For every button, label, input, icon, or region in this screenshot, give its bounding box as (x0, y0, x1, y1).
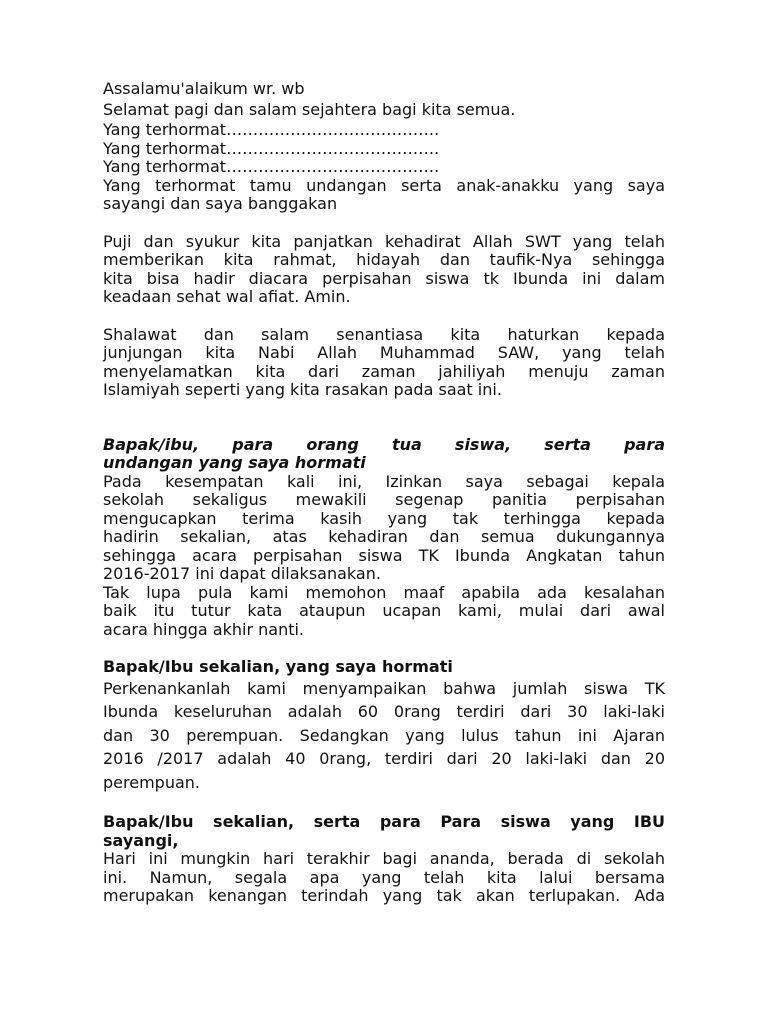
section2-line: dan 30 perempuan. Sedangkan yang lulus tahun ini Ajaran (103, 725, 665, 745)
section1 (103, 436, 665, 640)
praise-paragraph (103, 233, 665, 307)
section2-line: Perkenankanlah kami menyampaikan bahwa jumlah siswa TK (103, 678, 665, 698)
section1-line: sekolah sekaligus mewakili segenap panitia perpisahan (103, 490, 665, 509)
section2-line: perempuan. (103, 772, 200, 792)
section3 (103, 813, 665, 906)
shalawat-line: junjungan kita Nabi Allah Muhammad SAW, yang telah (103, 343, 665, 362)
greeting: Assalamu'alaikum wr. wb (103, 79, 305, 98)
guests-line: sayangi dan saya banggakan (103, 194, 338, 213)
section3-heading: sayangi, (103, 830, 179, 850)
section1-line: sehingga acara perpisahan siswa TK Ibunda Angkatan tahun (103, 545, 665, 565)
section3-heading: Bapak/Ibu sekalian, serta para Para siswa yang IBU (103, 812, 665, 831)
section2-line: 2016 /2017 adalah 40 0rang, terdiri dari 20 laki-laki dan 20 (103, 749, 665, 768)
praise-line: Puji dan syukur kita panjatkan kehadirat Allah SWT yang telah (103, 231, 665, 251)
section1-line: acara hingga akhir nanti. (103, 619, 305, 639)
section3-line: ini. Namun, segala apa yang telah kita lalui bersama (103, 867, 665, 887)
honorific-line: Yang terhormat…………………………………. (103, 120, 440, 139)
section1-line: Tak lupa pula kami memohon maaf apabila ada kesalahan (103, 582, 665, 602)
shalawat-line: Islamiyah seperti yang kita rasakan pada saat ini. (103, 380, 502, 399)
shalawat-paragraph (103, 326, 665, 400)
shalawat-line: Shalawat dan salam senantiasa kita haturkan kepada (103, 324, 665, 344)
section1-line: mengucapkan terima kasih yang tak terhingga kepada (103, 508, 665, 528)
section2-heading: Bapak/Ibu sekalian, yang saya hormati (103, 657, 453, 676)
section1-line: baik itu tutur kata ataupun ucapan kami, mulai dari awal (103, 601, 665, 620)
guests-line: Yang terhormat tamu undangan serta anak-anakku yang saya (103, 175, 665, 195)
praise-line: memberikan kita rahmat, hidayah dan taufik-Nya sehingga (103, 250, 665, 269)
section1-line: Pada kesempatan kali ini, Izinkan saya sebagai kepala (103, 471, 665, 491)
honorific-line: Yang terhormat…………………………………. (103, 157, 440, 176)
document-page (103, 80, 665, 906)
shalawat-line: menyelamatkan kita dari zaman jahiliyah menuju zaman (103, 361, 665, 381)
salutation: Selamat pagi dan salam sejahtera bagi kita semua. (103, 99, 516, 119)
section1-heading: Bapak/ibu, para orang tua siswa, serta para (103, 434, 665, 454)
section2-line: Ibunda keseluruhan adalah 60 0rang terdiri dari 30 laki-laki (103, 702, 665, 721)
section1-heading: undangan yang saya hormati (103, 453, 366, 472)
section2 (103, 658, 665, 794)
section3-line: merupakan kenangan terindah yang tak akan terlupakan. Ada (103, 886, 665, 905)
section3-line: Hari ini mungkin hari terakhir bagi ananda, berada di sekolah (103, 849, 665, 868)
praise-line: kita bisa hadir diacara perpisahan siswa tk Ibunda ini dalam (103, 268, 665, 288)
section1-line: 2016-2017 ini dapat dilaksanakan. (103, 564, 381, 583)
honorific-line: Yang terhormat…………………………………. (103, 138, 440, 158)
section2-body (103, 677, 665, 795)
praise-line: keadaan sehat wal afiat. Amin. (103, 287, 351, 306)
section1-line: hadirin sekalian, atas kehadiran dan semua dukungannya (103, 527, 665, 546)
